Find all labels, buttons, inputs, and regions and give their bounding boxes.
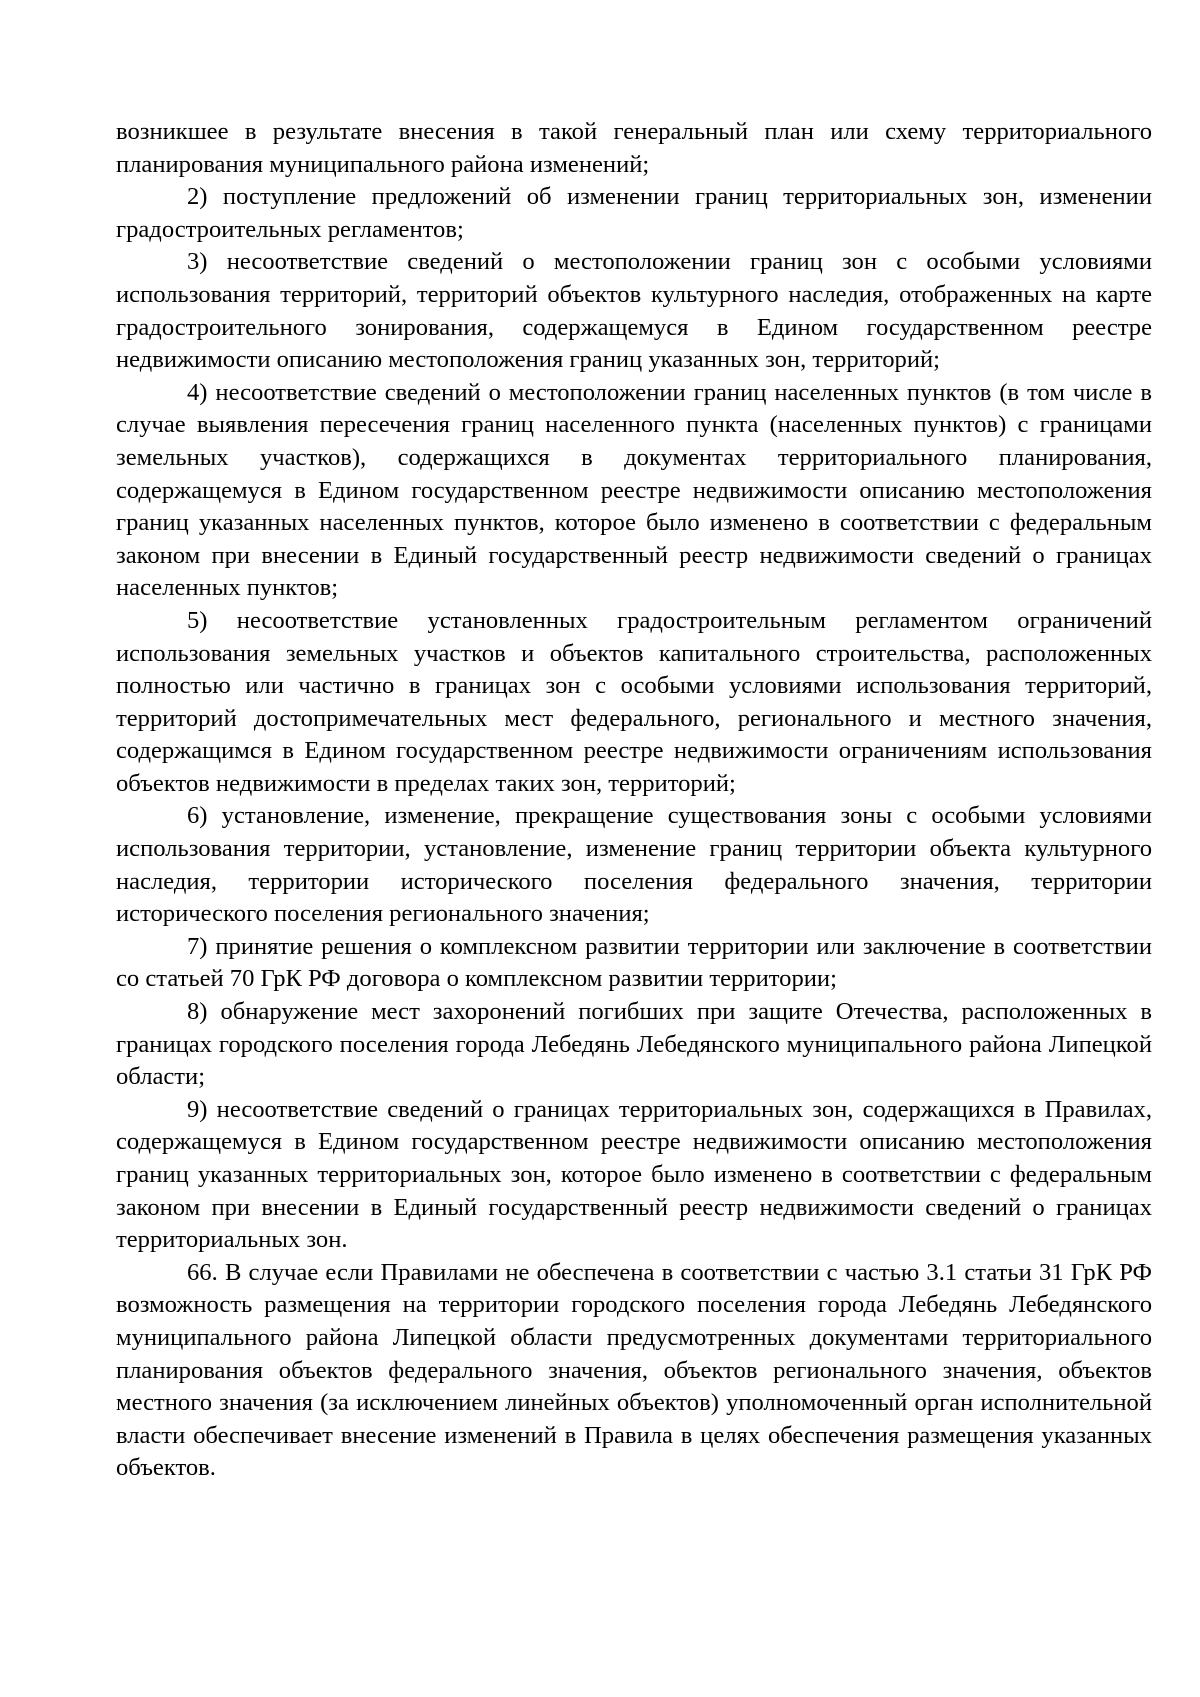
list-item-2: 2) поступление предложений об изменении границ территориальных зон, изменении градостроительных регламентов; (116, 183, 1152, 243)
list-item-8: 8) обнаружение мест захоронений погибших при защите Отечества, расположенных в границах городского поселения города Лебедянь Лебедянского муниципального района Липецкой области; (116, 998, 1152, 1091)
list-item-6: 6) установление, изменение, прекращение существования зоны с особыми условиями использования территории, установление, изменение границ территории объекта культурного наследия, территории исторического поселения федерального значения, территории исторического поселения регионального значения; (116, 802, 1152, 928)
list-item-3: 3) несоответствие сведений о местоположении границ зон с особыми условиями использования территорий, территорий объектов культурного наследия, отображенных на карте градостроительного зонирования, содержащемуся в Едином государственном реестре недвижимости описанию местоположения границ указанных зон, территорий; (116, 248, 1152, 374)
list-item-5: 5) несоответствие установленных градостроительным регламентом ограничений использования земельных участков и объектов капитального строительства, расположенных полностью или частично в границах зон с особыми условиями использования территорий, территорий достопримечательных мест федерального, регионального и местного значения, содержащимся в Едином государственном реестре недвижимости ограничениям использования объектов недвижимости в пределах таких зон, территорий; (116, 606, 1152, 797)
document-body (116, 116, 1152, 1485)
list-item-4: 4) несоответствие сведений о местоположении границ населенных пунктов (в том числе в случае выявления пересечения границ населенного пункта (населенных пунктов) с границами земельных участков), содержащихся в документах территориального планирования, содержащемуся в Едином государственном реестре недвижимости описанию местоположения границ указанных населенных пунктов, которое было изменено в соответствии с федеральным законом при внесении в Единый государственный реестр недвижимости сведений о границах населенных пунктов; (116, 378, 1152, 602)
clause-66: 66. В случае если Правилами не обеспечена в соответствии с частью 3.1 статьи 31 ГрК РФ возможность размещения на территории городского поселения города Лебедянь Лебедянского муниципального района Липецкой области предусмотренных документами территориального планирования объектов федерального значения, объектов регионального значения, объектов местного значения (за исключением линейных объектов) уполномоченный орган исполнительной власти обеспечивает внесение изменений в Правила в целях обеспечения размещения указанных объектов. (116, 1258, 1152, 1482)
paragraph-continuation: возникшее в результате внесения в такой генеральный план или схему территориального планирования муниципального района изменений; (116, 118, 1152, 178)
list-item-7: 7) принятие решения о комплексном развитии территории или заключение в соответствии со статьей 70 ГрК РФ договора о комплексном развитии территории; (116, 932, 1152, 993)
list-item-9: 9) несоответствие сведений о границах территориальных зон, содержащихся в Правилах, содержащемуся в Едином государственном реестре недвижимости описанию местоположения границ указанных территориальных зон, которое было изменено в соответствии с федеральным законом при внесении в Единый государственный реестр недвижимости сведений о границах территориальных зон. (116, 1095, 1152, 1254)
